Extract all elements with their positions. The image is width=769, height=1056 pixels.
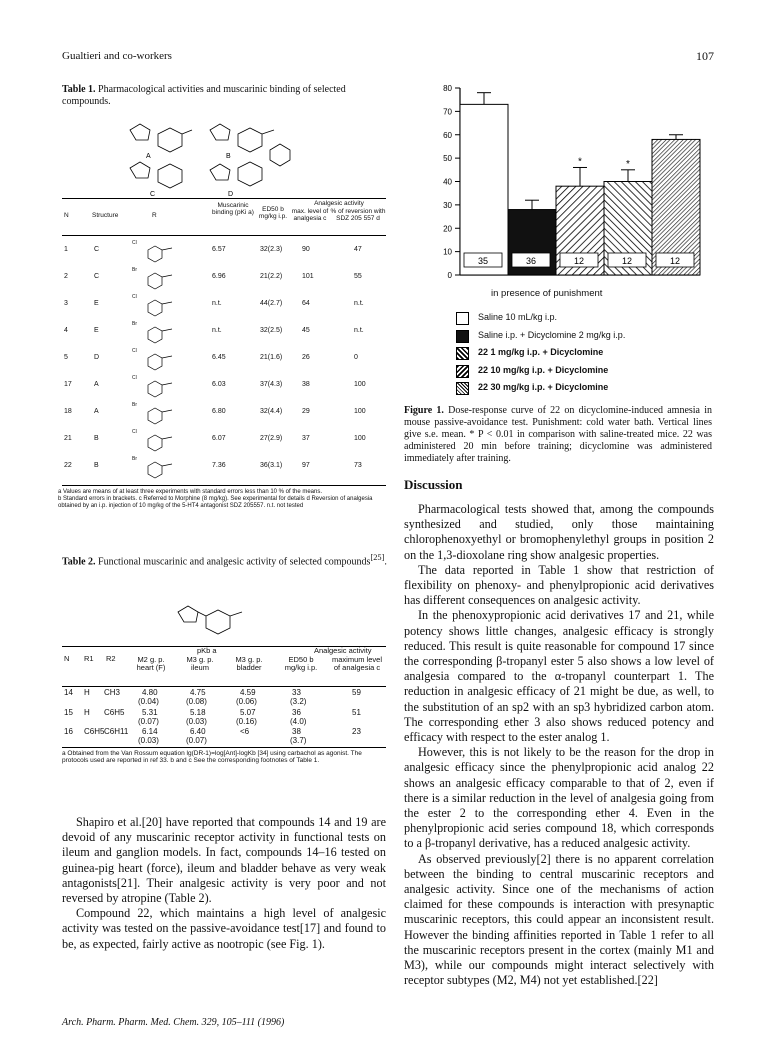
table2-cell-m3be: (0.06) <box>236 697 257 706</box>
table1-cell-pk: 6.80 <box>212 408 226 415</box>
table1-structures <box>110 110 330 198</box>
table2-cell-m2e: (0.07) <box>138 716 159 726</box>
table1-substituent: Br <box>132 456 137 462</box>
chart-n-label: 35 <box>477 256 489 266</box>
table1-ring-structure <box>142 269 182 291</box>
table1-ring-structure <box>142 296 182 318</box>
table2-cell-max: 51 <box>352 707 361 717</box>
table1-cell-n: 3 <box>64 300 68 307</box>
discussion-paragraph-4: However, this is not likely to be the reason for the drop in analgesic efficacy since the phenylpropionic acid analog 22 shows an analgesic efficacy comparable to that of 2, even if there is a similar reduction in the level of analgesia going from the ester 2 to the corresponding ether 4. Even in the phenylpropionic acid series compound 18, which corresponds to a β-tropanyl derivative, has a reduced analgesic activity. <box>404 745 714 851</box>
table2-cell-r1: H <box>84 707 90 717</box>
table1-header: N Structure R Muscarinic binding (pKi a) ED50 b mg/kg i.p. Analgesic activity max. level of analgesia c % of reversion with SDZ 205 557 d <box>64 200 386 222</box>
discussion-paragraph-3: In the phenoxypropionic acid derivatives 17 and 21, while potency shows little changes, analgesic efficacy is strongly reduced. This result is quite reasonable for compound 17 since the corresponding β-tropanyl ester 5 also shows a low level of analgesia compared to the α-tropanyl counterpart 1. The reduction in analgesic efficacy of 21 might be due, as well, to the substitution of an sp2 with an sp3 hybridized carbon atom. The corresponding ether 3 also shows reduced potency and efficacy with respect to the ester analog 1. <box>404 608 714 745</box>
table1-bottom-rule <box>62 485 386 486</box>
table1-substituent: Br <box>132 402 137 408</box>
table2-cell-ede: (4.0) <box>290 716 307 726</box>
discussion-paragraph-1: Pharmacological tests showed that, among the compounds synthesized and studied, only those maintaining chlorophenoxyethyl or bromophenylethyl groups in position 2 on the 1,3-dioxolane ring show analgesic properties. <box>404 502 714 562</box>
table2-body <box>62 688 386 746</box>
table2-row <box>62 708 386 727</box>
legend-swatch <box>456 365 469 378</box>
table1-cell-max: 90 <box>302 246 310 253</box>
legend-label: Saline i.p. + Dicyclomine 2 mg/kg i.p. <box>478 329 626 340</box>
legend-label: Saline 10 mL/kg i.p. <box>478 312 558 322</box>
chart-y-tick-label: 60 <box>443 130 452 140</box>
table1-cell-n: 5 <box>64 354 68 361</box>
table1-caption: Table 1. Pharmacological activities and muscarinic binding of selected compounds. <box>62 84 346 107</box>
table1-cell-n: 4 <box>64 327 68 334</box>
table1-cell-s: C <box>94 273 100 280</box>
table1-body <box>62 240 386 485</box>
table2-row <box>62 688 386 707</box>
table1-cell-s: C <box>94 246 100 253</box>
table2-cell-r2: C6H5 <box>104 707 125 717</box>
table1-cell-max: 64 <box>302 300 310 307</box>
chart-y-tick-label: 30 <box>443 200 452 210</box>
table1-cell-rev: 47 <box>354 246 362 253</box>
table1-substituent: Br <box>132 267 137 273</box>
table1-row <box>62 375 386 401</box>
table2-cell-n: 15 <box>64 707 73 717</box>
table1-cell-rev: 100 <box>354 435 366 442</box>
table2-structure <box>170 598 250 642</box>
table1-cell-rev: 100 <box>354 408 366 415</box>
table2-cell-m3be: (0.16) <box>236 716 257 726</box>
page-number: 107 <box>696 49 714 63</box>
table1-cell-s: B <box>94 462 99 469</box>
chart-y-tick-label: 40 <box>443 177 452 187</box>
figure1-caption: Figure 1. Dose-response curve of 22 on dicyclomine-induced amnesia in mouse passive-avoidance test. Punishment: cold water bath. Vertical lines give s.e. mean. * P < 0.01 in comparison with saline-treated mice. 22 was administered 20 min before training; dicyclomine was administered immediately after training. <box>404 405 712 464</box>
table1-header-rule <box>62 235 386 236</box>
table2-cell-m3b: <6 <box>240 727 250 736</box>
left-column-text <box>62 815 386 952</box>
discussion-paragraph-5: As observed previously[2] there is no apparent correlation between the binding to central muscarinic receptors and analgesic activity. Since one of the mechanisms of action claimed for these compounds is interaction with presynaptic muscarinic receptors, this could appear an inconsistent result. However the binding affinities reported in Table 1 refer to all the muscarinic receptors present in the cortex (mainly M1 and M3), while our compounds might interact selectively with receptor subtypes (M2, M4) not yet established.[22] <box>404 851 714 988</box>
table1-cell-pk: 7.36 <box>212 462 226 469</box>
table1-cell-s: B <box>94 435 99 442</box>
discussion-heading: Discussion <box>404 477 463 492</box>
journal-footer: Arch. Pharm. Pharm. Med. Chem. 329, 105–111 (1996) <box>62 1017 285 1028</box>
chart-y-tick-label: 20 <box>443 224 452 234</box>
table1-cell-max: 38 <box>302 381 310 388</box>
structure-label-c: C <box>150 191 156 198</box>
table2-cell-r2: C6H11 <box>104 727 129 736</box>
table1-cell-ed: 32(2.3) <box>260 246 283 253</box>
table1-cell-n: 21 <box>64 435 72 442</box>
structure-label-b: B <box>226 153 231 160</box>
table2-cell-m3ae: (0.03) <box>186 716 207 726</box>
table1-cell-n: 22 <box>64 462 72 469</box>
table2-cell-ede: (3.2) <box>290 697 307 706</box>
chart-y-tick-label: 70 <box>443 107 452 117</box>
table1-cell-s: E <box>94 327 99 334</box>
table1-cell-ed: 32(4.4) <box>260 408 283 415</box>
table1-cell-pk: 6.03 <box>212 381 226 388</box>
table2-cell-m3b: 5.07 <box>240 707 256 717</box>
left-paragraph-2: Compound 22, which maintains a high level of analgesic activity was tested on the passive-avoidance test[17] and found to be, as expected, fairly active as nootropic (see Fig. 1). <box>62 906 386 951</box>
table1-substituent: Cl <box>132 240 137 246</box>
table2-cell-m2: 4.80 <box>142 688 158 697</box>
legend-label: 22 1 mg/kg i.p. + Dicyclomine <box>478 347 604 357</box>
table1-cell-max: 101 <box>302 273 314 280</box>
table1-cell-rev: 100 <box>354 381 366 388</box>
table1-row <box>62 456 386 482</box>
table1-cell-ed: 21(2.2) <box>260 273 283 280</box>
table2-cell-m3a: 4.75 <box>190 688 206 697</box>
table1-ring-structure <box>142 377 182 399</box>
discussion-paragraph-2: The data reported in Table 1 show that restriction of flexibility on phenoxy- and phenylpropionic acid derivatives has different consequences on analgesic activity. <box>404 562 714 608</box>
chart-y-tick-label: 50 <box>443 154 452 164</box>
table1-row <box>62 240 386 266</box>
table1-cell-rev: 55 <box>354 273 362 280</box>
table1-cell-rev: n.t. <box>354 300 364 307</box>
table1-row <box>62 321 386 347</box>
table1-cell-s: A <box>94 408 99 415</box>
table1-ring-structure <box>142 350 182 372</box>
table2-caption: Table 2. Functional muscarinic and analgesic activity of selected compounds[25]. <box>62 553 387 568</box>
table1-cell-s: A <box>94 381 99 388</box>
table2-row <box>62 727 386 746</box>
structure-label-a: A <box>146 153 151 160</box>
chart-y-tick-label: 80 <box>443 84 452 93</box>
legend-label: 22 10 mg/kg i.p. + Dicyclomine <box>478 364 609 375</box>
table1-cell-ed: 32(2.5) <box>260 327 283 334</box>
table1-cell-max: 45 <box>302 327 310 334</box>
table2-cell-max: 23 <box>352 727 361 736</box>
table2-cell-ed: 33 <box>292 688 301 697</box>
table1-cell-pk: 6.96 <box>212 273 226 280</box>
table1-row <box>62 402 386 428</box>
running-header-left: Gualtieri and co-workers <box>62 50 172 62</box>
table2-cell-m3a: 5.18 <box>190 707 206 717</box>
table1-cell-pk: 6.07 <box>212 435 226 442</box>
legend-swatch <box>456 382 469 395</box>
table2-cell-m3b: 4.59 <box>240 688 256 697</box>
table1-cell-s: D <box>94 354 100 361</box>
table2-cell-ed: 36 <box>292 707 301 717</box>
table2-bottom-rule <box>62 747 386 748</box>
table1-ring-structure <box>142 458 182 480</box>
table2-cell-n: 16 <box>64 727 73 736</box>
table1-substituent: Cl <box>132 375 137 381</box>
table1-cell-pk: n.t. <box>212 327 222 334</box>
table1-cell-n: 18 <box>64 408 72 415</box>
table1-cell-n: 1 <box>64 246 68 253</box>
table2-cell-m3a: 6.40 <box>190 727 206 736</box>
table1-cell-max: 37 <box>302 435 310 442</box>
legend-swatch <box>456 312 469 325</box>
table1-row <box>62 348 386 374</box>
figure1-chart <box>420 80 710 285</box>
legend-swatch <box>456 330 469 343</box>
table1-cell-ed: 27(2.9) <box>260 435 283 442</box>
chart-n-label: 12 <box>573 256 585 266</box>
table1-cell-s: E <box>94 300 99 307</box>
chart-n-label: 12 <box>669 256 681 266</box>
table1-footnotes: a Values are means of at least three experiments with standard errors less than 10 % of the means. b Standard errors in brackets. c Referred to Morphine (8 mg/kg). See experimental for details d Reversion of analgesia obtained by an i.p. injection of 10 mg/kg of the 5-HT4 antagonist SDZ 205557. n.t. not tested <box>58 489 373 509</box>
table1-cell-n: 17 <box>64 381 72 388</box>
table1-cell-rev: 73 <box>354 462 362 469</box>
table1-substituent: Cl <box>132 348 137 354</box>
table2-cell-m2: 5.31 <box>142 707 158 717</box>
table1-cell-rev: 0 <box>354 354 358 361</box>
table1-cell-n: 2 <box>64 273 68 280</box>
table2-cell-ed: 38 <box>292 727 301 736</box>
chart-xlabel: in presence of punishment <box>491 288 603 299</box>
table2-cell-n: 14 <box>64 688 73 697</box>
table2-cell-m3ae: (0.07) <box>186 736 207 745</box>
table1-substituent: Br <box>132 321 137 327</box>
left-paragraph-1: Shapiro et al.[20] have reported that compounds 14 and 19 are devoid of any muscarinic receptor activity in functional tests on ileum and ganglion models. In fact, compounds 14–16 tested on guinea-pig heart (force), ileum and bladder behave as very weak antagonists[21]. Their analgesic activity is very poor and not reversed by atropine (Table 2). <box>62 815 386 906</box>
table2-cell-r1: C6H5 <box>84 727 105 736</box>
table2-cell-ede: (3.7) <box>290 736 307 745</box>
table1-top-rule <box>62 198 386 199</box>
table1-cell-pk: 6.45 <box>212 354 226 361</box>
table1-cell-pk: n.t. <box>212 300 222 307</box>
discussion-text <box>404 502 714 989</box>
table1-ring-structure <box>142 242 182 264</box>
table1-ring-structure <box>142 404 182 426</box>
table1-cell-ed: 44(2.7) <box>260 300 283 307</box>
table1-cell-ed: 21(1.6) <box>260 354 283 361</box>
chart-bar <box>460 104 508 275</box>
table1-row <box>62 294 386 320</box>
table1-cell-max: 29 <box>302 408 310 415</box>
table2-header: N R1 R2 pKb a Analgesic activity M2 g. p. heart (F) M3 g. p. ileum M3 g. p. bladder ED50 b mg/kg i.p. maximum level of analgesia c <box>64 646 382 672</box>
legend-label: 22 30 mg/kg i.p. + Dicyclomine <box>478 382 609 392</box>
table1-cell-ed: 36(3.1) <box>260 462 283 469</box>
table1-cell-pk: 6.57 <box>212 246 226 253</box>
table1-row <box>62 267 386 293</box>
table1-cell-ed: 37(4.3) <box>260 381 283 388</box>
chart-y-tick-label: 10 <box>443 247 452 257</box>
table1-row <box>62 429 386 455</box>
legend-swatch <box>456 347 469 360</box>
table2-cell-m3ae: (0.08) <box>186 697 207 706</box>
table2-cell-max: 59 <box>352 688 361 697</box>
table2-header-rule <box>62 686 386 687</box>
table2-cell-m2e: (0.03) <box>138 736 159 745</box>
table1-cell-max: 26 <box>302 354 310 361</box>
chart-n-label: 36 <box>525 256 537 266</box>
table2-footnote: a Obtained from the Van Rossum equation lg(DR-1)=log[Ant]-logKb [34] using carbachol as agonist. The protocols used are reported in ref 33. b and c See the corresponding footnotes of Table 1. <box>62 750 362 764</box>
chart-y-tick-label: 0 <box>447 271 452 280</box>
table2-cell-r1: H <box>84 688 90 697</box>
structure-label-d: D <box>228 191 234 198</box>
table1-ring-structure <box>142 323 182 345</box>
chart-n-label: 12 <box>621 256 633 266</box>
table2-cell-r2: CH3 <box>104 688 121 697</box>
chart-significance-star: * <box>578 156 582 168</box>
table1-ring-structure <box>142 431 182 453</box>
table1-cell-max: 97 <box>302 462 310 469</box>
table1-cell-rev: n.t. <box>354 327 364 334</box>
chart-significance-star: * <box>626 158 630 170</box>
table1-substituent: Cl <box>132 294 137 300</box>
table2-cell-m2e: (0.04) <box>138 697 159 706</box>
table2-cell-m2: 6.14 <box>142 727 158 736</box>
table1-substituent: Cl <box>132 429 137 435</box>
